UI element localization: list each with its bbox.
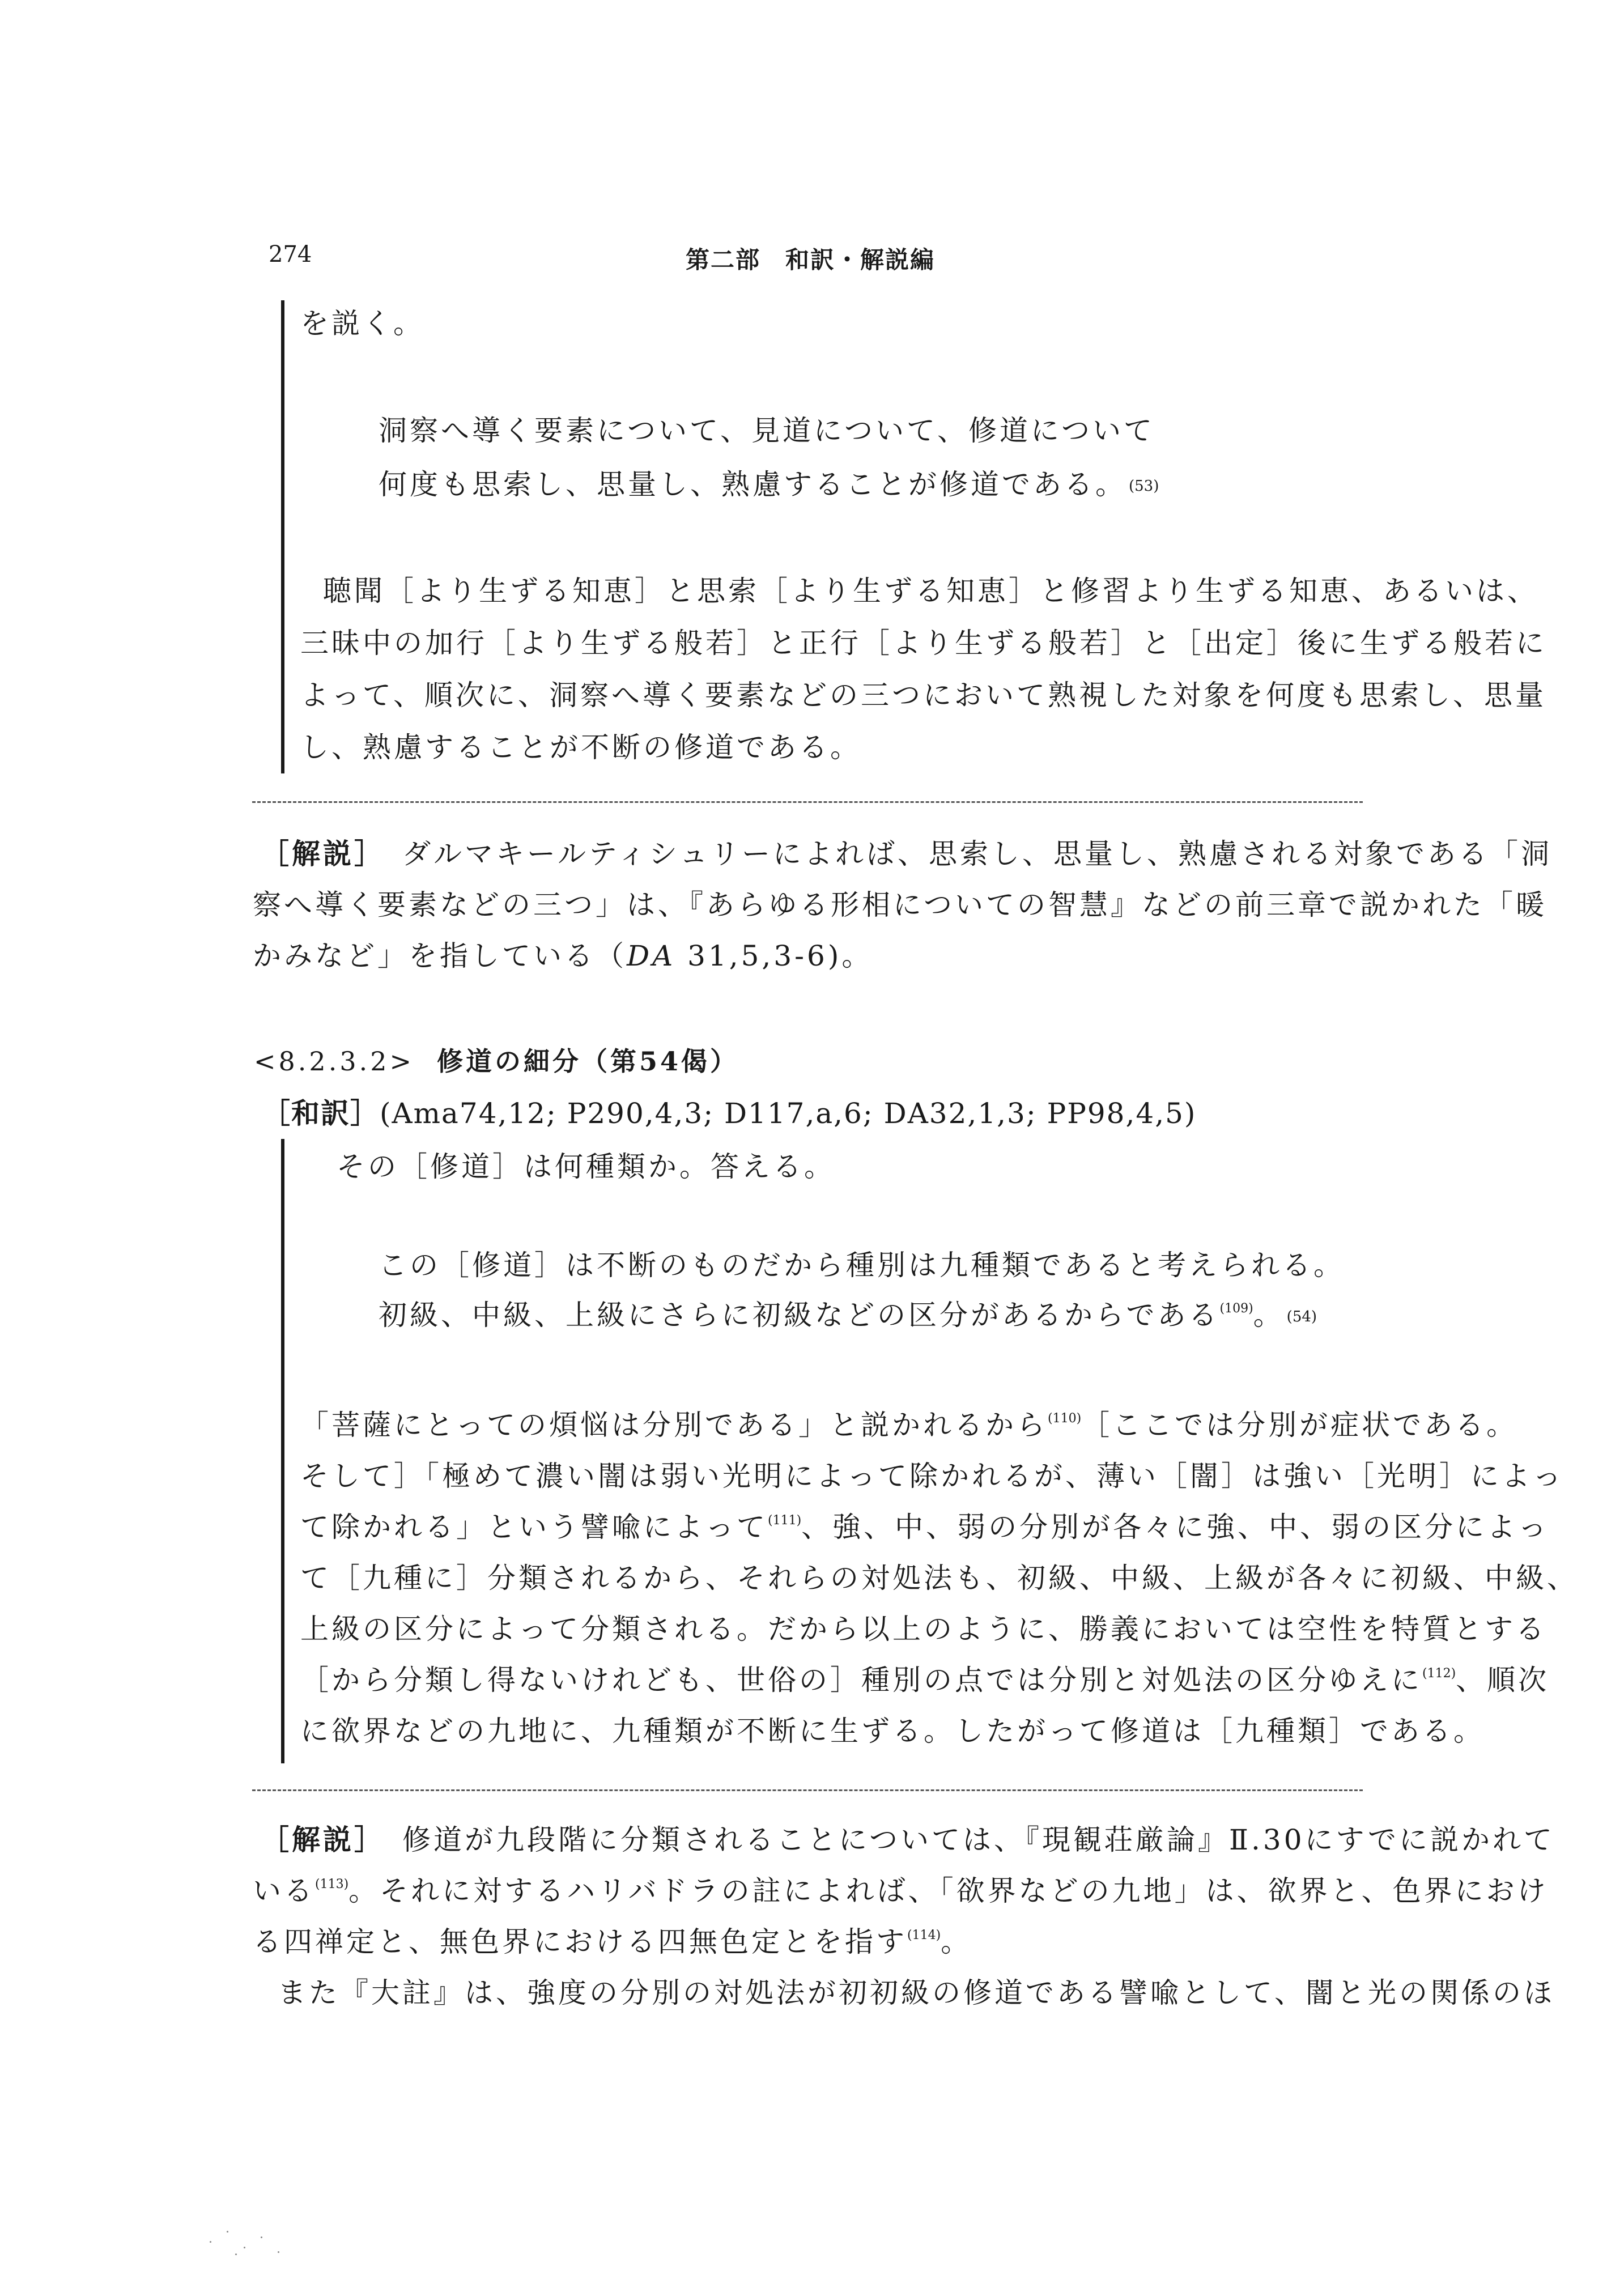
section-title: 修道の細分（第54偈） — [437, 1046, 739, 1077]
kaisetsu-2-label: ［解説］ — [261, 1823, 385, 1856]
translation-margin-bar — [281, 300, 284, 773]
da-reference: DA — [627, 939, 676, 972]
kaisetsu-2-text-2b: 。それに対するハリバドラの註によれば、「欲界などの九地」は、欲界と、色界におけ — [348, 1874, 1549, 1907]
commentary-54-line-2: そして］「極めて濃い闇は弱い光明によって除かれるが、薄い［闇］は強い［光明］によっ — [300, 1460, 1564, 1493]
verse-54-line-1: この［修道］は不断のものだから種別は九種類であると考えられる。 — [379, 1249, 1345, 1282]
commentary-53-line-1: 聴聞［より生ずる知恵］と思索［より生ずる知恵］と修習より生ずる知恵、あるいは、 — [323, 575, 1538, 607]
section-intro: その［修道］は何種類か。答える。 — [337, 1150, 835, 1183]
section-separator-2 — [252, 1789, 1363, 1791]
verse-54-line-2 — [379, 1299, 1317, 1332]
kaisetsu-1-line-1 — [261, 837, 1552, 870]
verse-54-end: 。 — [1253, 1299, 1285, 1332]
commentary-54-line-3 — [300, 1511, 1550, 1544]
kaisetsu-2-line-3 — [253, 1925, 972, 1958]
commentary-54-line-7: に欲界などの九地に、九種類が不断に生ずる。したがって修道は［九種類］である。 — [300, 1715, 1485, 1747]
wayaku-reference-line — [262, 1096, 1197, 1130]
running-title: 第二部 和訳・解説編 — [686, 246, 936, 274]
footnote-ref-111: (111) — [768, 1513, 802, 1528]
kaisetsu-2-line-1 — [261, 1823, 1555, 1856]
translation-margin-bar-2 — [281, 1139, 284, 1763]
kaisetsu-1-text-3: かみなど」を指している（ — [253, 939, 627, 972]
section-number: <8.2.3.2> — [254, 1046, 415, 1077]
verse-53-line-1: 洞察へ導く要素について、見道について、修道について — [379, 414, 1155, 447]
scan-noise — [204, 2224, 295, 2258]
continuation-line: を説く。 — [300, 307, 424, 340]
wayaku-label: ［和訳］ — [262, 1096, 380, 1130]
footnote-ref-112: (112) — [1422, 1666, 1456, 1681]
verse-53-text: 何度も思索し、思量し、熟慮することが修道である。 — [379, 468, 1126, 501]
commentary-54-line-6 — [300, 1664, 1550, 1697]
commentary-54-text-6a: ［から分類し得ないけれども、世俗の］種別の点では分別と対処法の区分ゆえに — [300, 1664, 1422, 1697]
commentary-53-line-2: 三昧中の加行［より生ずる般若］と正行［より生ずる般若］と［出定］後に生ずる般若に — [300, 627, 1547, 660]
commentary-53-line-4: し、熟慮することが不断の修道である。 — [300, 731, 861, 764]
wayaku-references: (Ama74,12; P290,4,3; D117,a,6; DA32,1,3; PP98,4,5) — [380, 1097, 1197, 1130]
kaisetsu-2-text-3b: 。 — [941, 1925, 972, 1958]
commentary-54-line-4: て［九種に］分類されるから、それらの対処法も、初級、中級、上級が各々に初級、中級、 — [300, 1562, 1578, 1595]
footnote-ref-113: (113) — [315, 1877, 349, 1891]
commentary-53-line-3: よって、順次に、洞察へ導く要素などの三つにおいて熟視した対象を何度も思索し、思量 — [300, 679, 1546, 712]
kaisetsu-1-label: ［解説］ — [261, 837, 385, 870]
kaisetsu-1-line-3 — [253, 939, 873, 972]
footnote-ref-114: (114) — [907, 1928, 941, 1942]
kaisetsu-2-text-2a: いる — [253, 1874, 315, 1907]
verse-54-text: 初級、中級、上級にさらに初級などの区分があるからである — [379, 1299, 1220, 1332]
kaisetsu-2-text-1: 修道が九段階に分類されることについては、『現観荘厳論』Ⅱ.30にすでに説かれて — [402, 1823, 1555, 1856]
commentary-54-text-3b: 、強、中、弱の分別が各々に強、中、弱の区分によっ — [801, 1511, 1550, 1544]
verse-number-53: (53) — [1129, 478, 1159, 495]
kaisetsu-1-line-2: 察へ導く要素などの三つ」は、『あらゆる形相についての智慧』などの前三章で説かれた「暖 — [253, 888, 1547, 921]
kaisetsu-2-line-2 — [253, 1874, 1549, 1907]
commentary-54-text-6b: 、順次 — [1456, 1664, 1550, 1697]
footnote-ref-110: (110) — [1048, 1411, 1082, 1426]
commentary-54-line-1 — [300, 1409, 1518, 1442]
kaisetsu-1-text-3b: 31,5,3-6)。 — [675, 939, 873, 972]
commentary-54-text-1b: ［ここでは分別が症状である。 — [1081, 1409, 1518, 1442]
kaisetsu-2-line-4: また『大註』は、強度の分別の対処法が初初級の修道である譬喩として、闇と光の関係のほ — [278, 1976, 1555, 2009]
kaisetsu-2-text-3a: る四禅定と、無色界における四無色定とを指す — [253, 1925, 907, 1958]
kaisetsu-1-text-1: ダルマキールティシュリーによれば、思索し、思量し、熟慮される対象である「洞 — [402, 837, 1552, 870]
verse-53-line-2 — [379, 470, 1159, 499]
commentary-54-text-1a: 「菩薩にとっての煩悩は分別である」と説かれるから — [300, 1409, 1048, 1442]
footnote-ref-109: (109) — [1219, 1302, 1253, 1316]
page-header — [0, 241, 1624, 275]
commentary-54-line-5: 上級の区分によって分類される。だから以上のように、勝義においては空性を特質とする — [300, 1613, 1547, 1646]
page-number: 274 — [269, 241, 312, 267]
verse-number-54: (54) — [1286, 1308, 1317, 1325]
section-heading — [254, 1046, 739, 1077]
commentary-54-text-3a: て除かれる」という譬喩によって — [300, 1511, 768, 1544]
section-separator-1 — [252, 801, 1363, 803]
